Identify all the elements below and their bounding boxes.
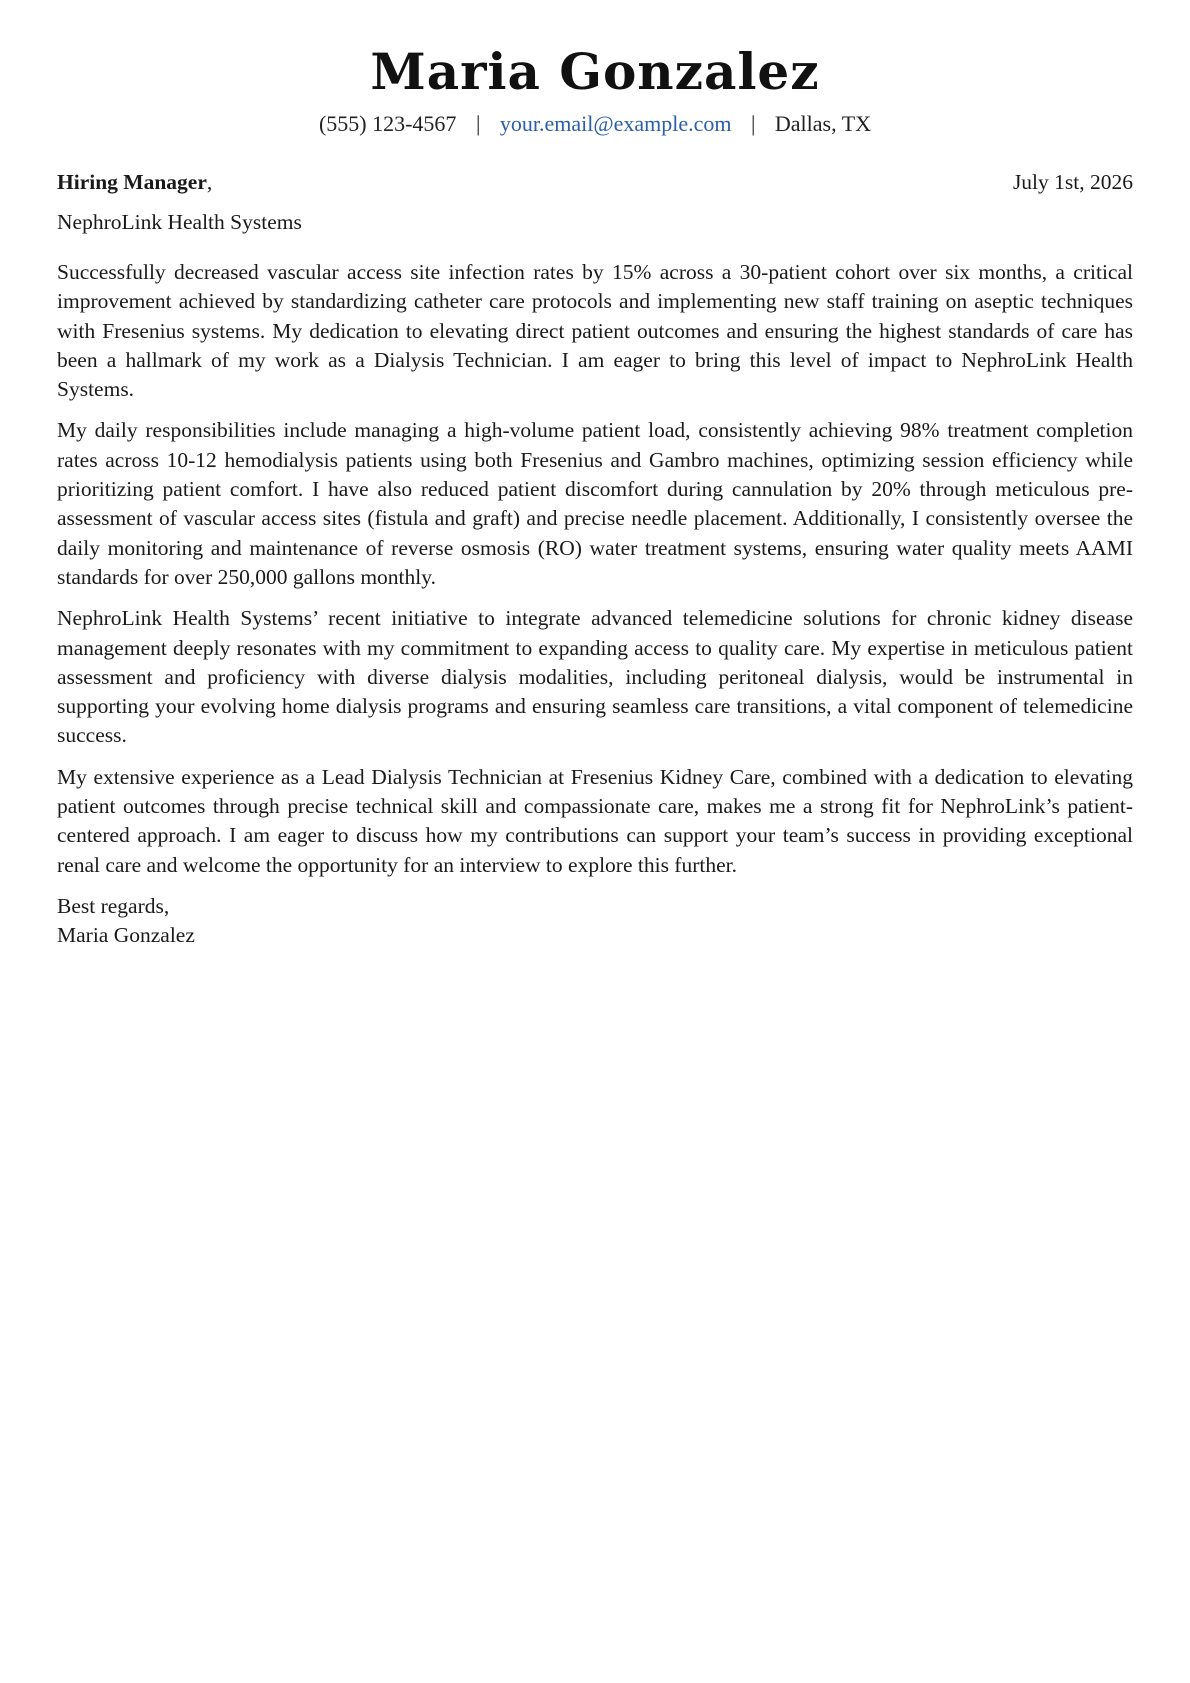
letter-header bbox=[57, 0, 1133, 138]
contact-line bbox=[57, 110, 1133, 138]
location: Dallas, TX bbox=[774, 111, 872, 136]
phone-number: (555) 123-4567 bbox=[318, 111, 457, 136]
recipient-suffix: , bbox=[206, 170, 213, 194]
salutation-row bbox=[57, 168, 1133, 196]
cover-letter-page bbox=[57, 0, 1133, 951]
signature-name: Maria Gonzalez bbox=[57, 923, 195, 948]
body-paragraph: Successfully decreased vascular access site infection rates by 15% across a 30-patient cohort over six months, a critical improvement achieved by standardizing catheter care protocols and implementing new staff training on aseptic techniques with Fresenius systems. My dedication to elevating direct patient outcomes and ensuring the highest standards of care has been a hallmark of my work as a Dialysis Technician. I am eager to bring this level of impact to NephroLink Health Systems. bbox=[57, 260, 1133, 402]
body-paragraph: My extensive experience as a Lead Dialysis Technician at Fresenius Kidney Care, combined with a dedication to elevating patient outcomes through precise technical skill and compassionate care, makes me a strong fit for NephroLink’s patient-centered approach. I am eager to discuss how my contributions can support your team’s success in providing exceptional renal care and welcome the opportunity for an interview to explore this further. bbox=[57, 764, 1133, 877]
body-paragraph: My daily responsibilities include managing a high-volume patient load, consistently achieving 98% treatment completion rates across 10-12 hemodialysis patients using both Fresenius and Gambro machines, optimizing session efficiency while prioritizing patient comfort. I have also reduced patient discomfort during cannulation by 20% through meticulous pre-assessment of vascular access sites (fistula and graft) and precise needle placement. Additionally, I consistently oversee the daily monitoring and maintenance of reverse osmosis (RO) water treatment systems, ensuring water quality meets AAMI standards for over 250,000 gallons monthly. bbox=[57, 418, 1133, 589]
applicant-name: Maria Gonzalez bbox=[370, 42, 820, 101]
contact-separator: | bbox=[750, 111, 756, 136]
recipient-company: NephroLink Health Systems bbox=[57, 210, 302, 234]
closing-phrase: Best regards, bbox=[57, 893, 170, 918]
recipient-name: Hiring Manager bbox=[57, 170, 207, 194]
contact-separator: | bbox=[475, 111, 481, 136]
body-paragraph: NephroLink Health Systems’ recent initiative to integrate advanced telemedicine solutions for chronic kidney disease management deeply resonates with my commitment to expanding access to quality care. My expertise in meticulous patient assessment and proficiency with diverse dialysis modalities, including peritoneal dialysis, would be instrumental in supporting your evolving home dialysis programs and ensuring seamless care transitions, a vital component of telemedicine success. bbox=[57, 606, 1133, 748]
letter-date: July 1st, 2026 bbox=[1012, 170, 1133, 194]
letter-closing bbox=[57, 892, 1133, 951]
salutation bbox=[57, 168, 212, 196]
letter-body bbox=[57, 258, 1133, 880]
email-link[interactable]: your.email@example.com bbox=[499, 111, 732, 136]
